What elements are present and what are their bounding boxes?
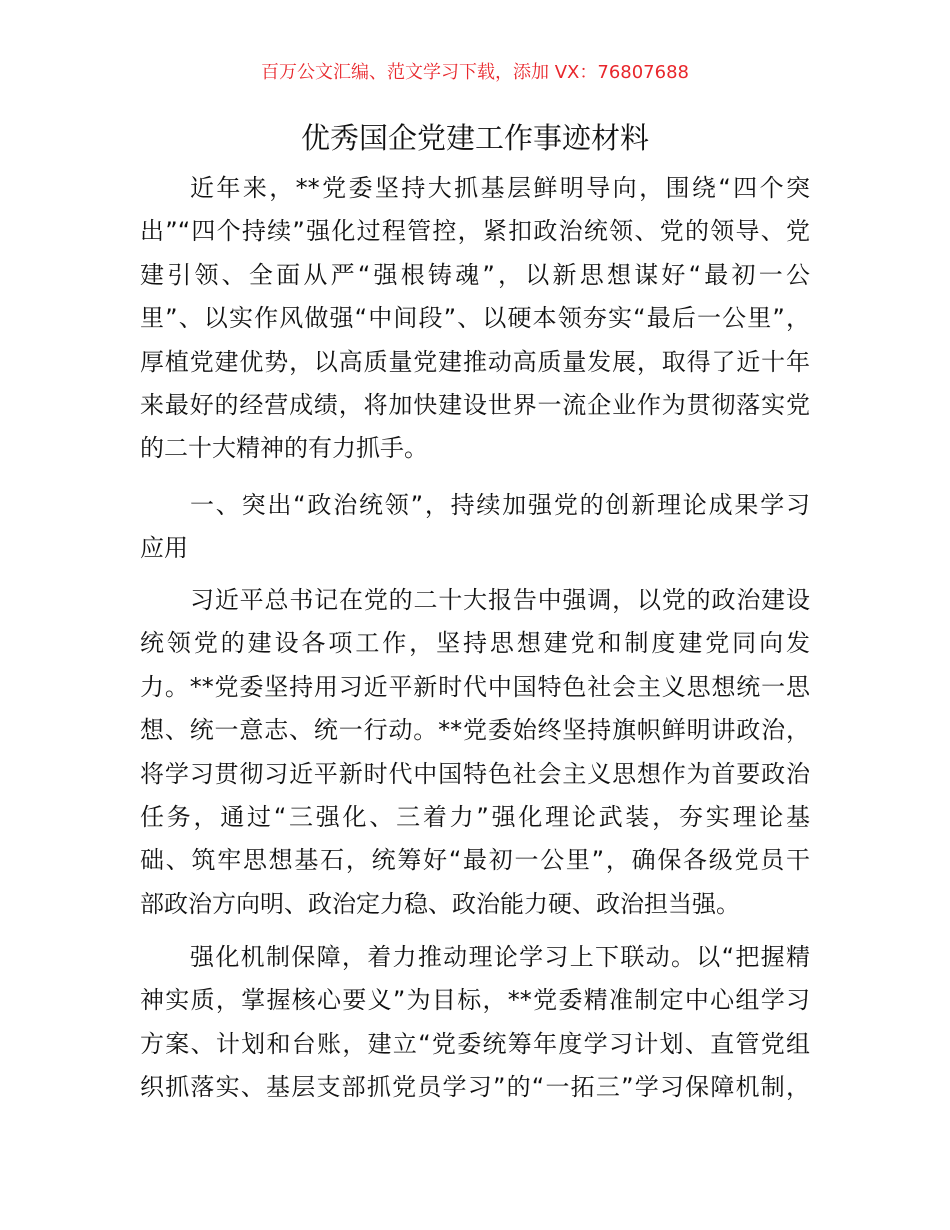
text-line: 部政治方向明、政治定力稳、政治能力硬、政治担当强。 bbox=[140, 889, 740, 918]
text-line: 统领党的建设各项工作，坚持思想建党和制度建党同向发 bbox=[140, 629, 810, 658]
text-line: 的二十大精神的有力抓手。 bbox=[140, 434, 428, 463]
watermark-banner: 百万公文汇编、范文学习下载，添加 VX：76807688 bbox=[261, 62, 689, 83]
text-line: 建引领、全面从严“强根铸魂”，以新思想谋好“最初一公 bbox=[140, 260, 810, 289]
text-line: 织抓落实、基层支部抓党员学习”的“一拓三”学习保障机制， bbox=[140, 1073, 810, 1102]
text-line: 任务，通过“三强化、三着力”强化理论武装，夯实理论基 bbox=[140, 803, 810, 831]
text-line: 厚植党建优势，以高质量党建推动高质量发展，取得了近十年 bbox=[140, 347, 810, 376]
text-line: 出”“四个持续”强化过程管控，紧扣政治统领、党的领导、党 bbox=[140, 217, 810, 246]
document-title: 优秀国企党建工作事迹材料 bbox=[300, 121, 649, 155]
text-line: 将学习贯彻习近平新时代中国特色社会主义思想作为首要政治 bbox=[140, 759, 810, 788]
text-line: 想、统一意志、统一行动。**党委始终坚持旗帜鲜明讲政治， bbox=[140, 716, 810, 745]
text-line: 习近平总书记在党的二十大报告中强调，以党的政治建设 bbox=[190, 586, 810, 614]
text-line: 神实质，掌握核心要义”为目标，**党委精准制定中心组学习 bbox=[140, 986, 810, 1015]
text-line: 应用 bbox=[140, 534, 188, 563]
text-line: 一、突出“政治统领”，持续加强党的创新理论成果学习 bbox=[190, 491, 810, 519]
text-line: 力。**党委坚持用习近平新时代中国特色社会主义思想统一思 bbox=[140, 672, 810, 701]
text-line: 强化机制保障，着力推动理论学习上下联动。以“把握精 bbox=[190, 943, 810, 971]
text-line: 里”、以实作风做强“中间段”、以硬本领夯实“最后一公里”， bbox=[140, 304, 810, 333]
text-line: 方案、计划和台账，建立“党委统筹年度学习计划、直管党组 bbox=[140, 1029, 810, 1058]
text-line: 来最好的经营成绩，将加快建设世界一流企业作为贯彻落实党 bbox=[140, 391, 810, 419]
text-line: 础、筑牢思想基石，统筹好“最初一公里”，确保各级党员干 bbox=[140, 846, 810, 875]
text-line: 近年来，**党委坚持大抓基层鲜明导向，围绕“四个突 bbox=[190, 174, 810, 202]
